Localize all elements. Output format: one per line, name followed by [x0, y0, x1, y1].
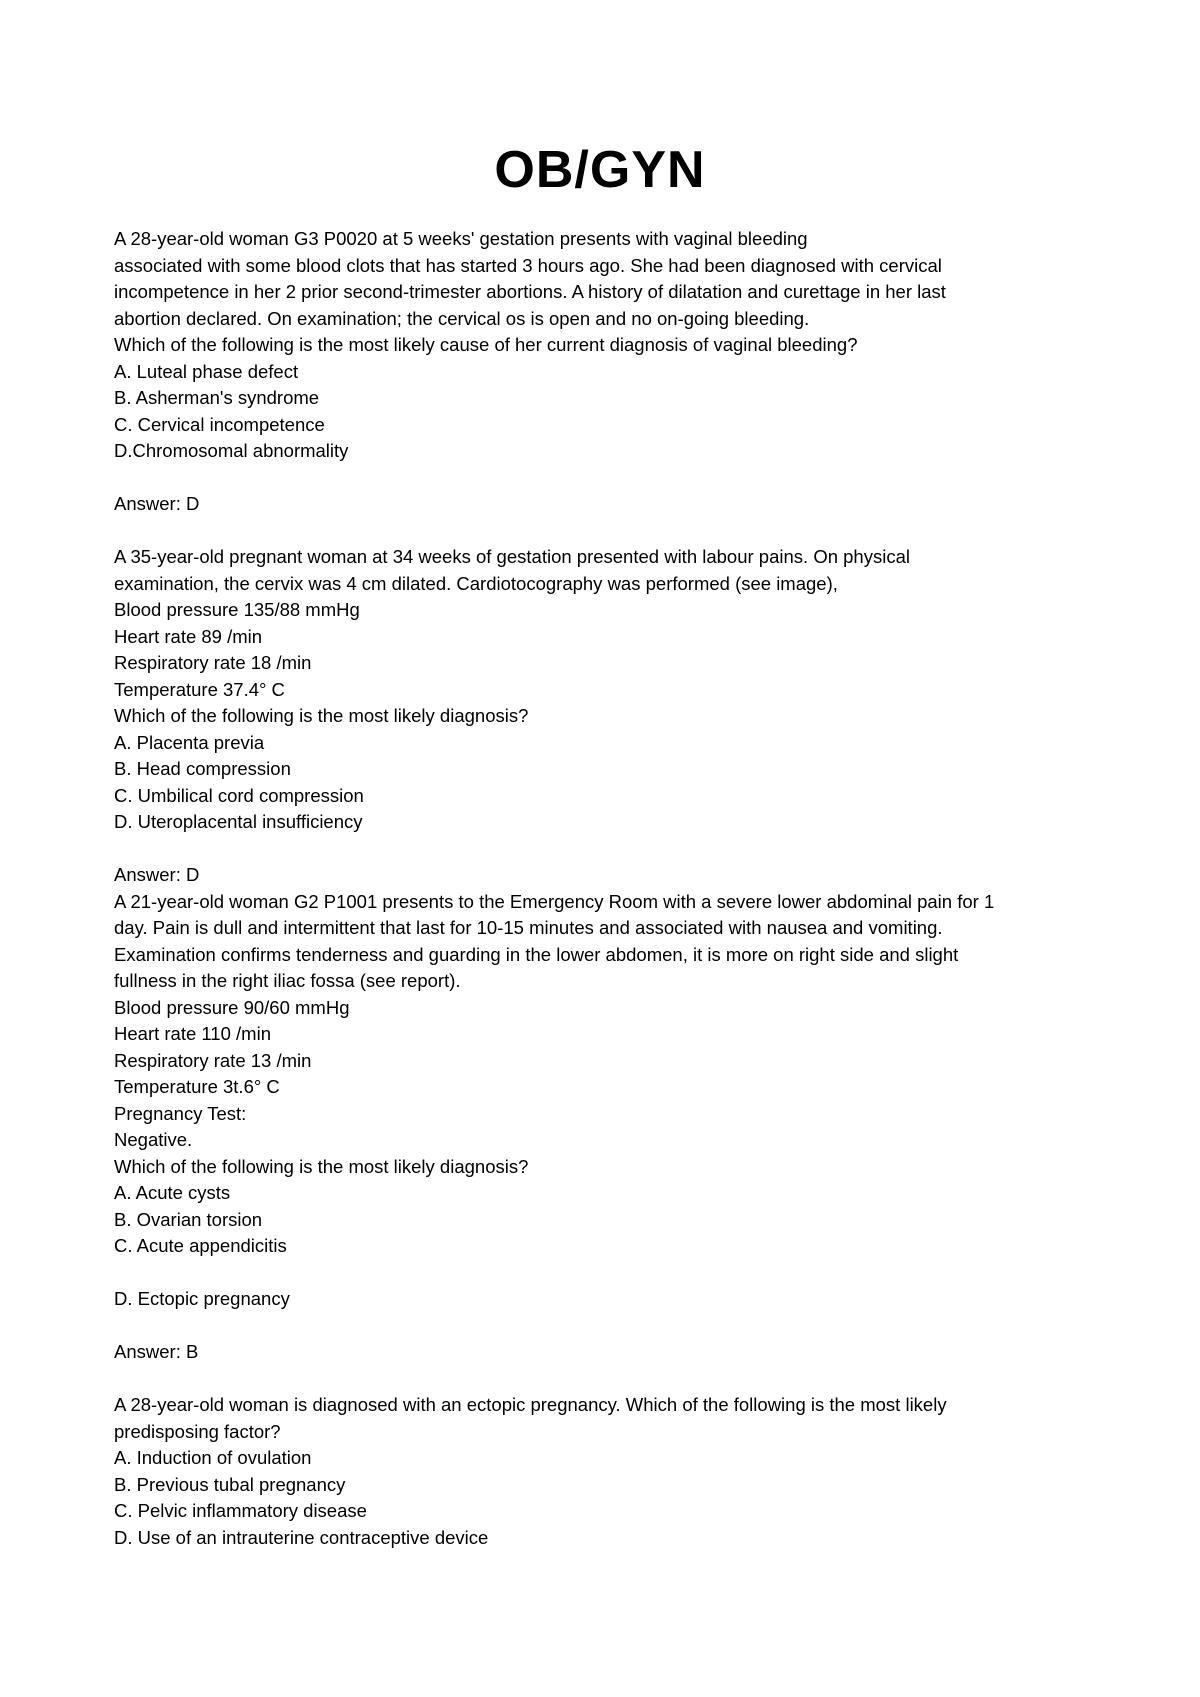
page-title: OB/GYN [494, 141, 706, 199]
text-line: C. Pelvic inflammatory disease [114, 1500, 367, 1521]
text-line: Negative. [114, 1129, 193, 1150]
blank-line [114, 1260, 1114, 1287]
text-line: associated with some blood clots that has started 3 hours ago. She had been diagnosed with cervical [114, 254, 942, 276]
text-line: A 21-year-old woman G2 P1001 presents to the Emergency Room with a severe lower abdominal pain for 1 [114, 890, 995, 912]
text-line: C. Cervical incompetence [114, 413, 325, 435]
text-line: Respiratory rate 18 /min [114, 652, 312, 673]
text-line: Answer: B [114, 1341, 199, 1362]
text-line: fullness in the right iliac fossa (see report). [114, 970, 461, 991]
blank-line [114, 465, 1114, 492]
text-line: Heart rate 110 /min [114, 1023, 271, 1044]
text-line: D.Chromosomal abnormality [114, 440, 349, 461]
text-line: Pregnancy Test: [114, 1102, 247, 1124]
text-line: A 28-year-old woman is diagnosed with an ectopic pregnancy. Which of the following is the most likely [114, 1394, 947, 1415]
text-line: predisposing factor? [114, 1420, 281, 1442]
text-line: Answer: D [114, 493, 200, 514]
text-line: Temperature 37.4° C [114, 678, 285, 700]
text-line: incompetence in her 2 prior second-trimester abortions. A history of dilatation and curettage in her last [114, 281, 946, 302]
blank-line [114, 1313, 1114, 1340]
document-body [114, 226, 1114, 1551]
text-line: A 35-year-old pregnant woman at 34 weeks of gestation presented with labour pains. On physical [114, 546, 910, 567]
text-line: D. Uteroplacental insufficiency [114, 811, 363, 832]
text-line: C. Umbilical cord compression [114, 784, 364, 806]
text-line: D. Ectopic pregnancy [114, 1288, 290, 1309]
text-line: B. Asherman's syndrome [114, 387, 320, 408]
text-line: Temperature 3t.6° C [114, 1076, 280, 1097]
text-line: B. Previous tubal pregnancy [114, 1473, 346, 1495]
text-line: Blood pressure 135/88 mmHg [114, 599, 360, 620]
blank-line [114, 1366, 1114, 1393]
text-line: Answer: D [114, 864, 200, 885]
text-line: examination, the cervix was 4 cm dilated. Cardiotocography was performed (see image), [114, 572, 838, 594]
text-line: Which of the following is the most likely diagnosis? [114, 1155, 529, 1177]
text-line: D. Use of an intrauterine contraceptive device [114, 1526, 489, 1548]
text-line: Heart rate 89 /min [114, 625, 263, 647]
text-line: A. Induction of ovulation [114, 1447, 312, 1468]
text-line: A. Placenta previa [114, 731, 265, 753]
text-line: A. Luteal phase defect [114, 360, 299, 382]
text-line: abortion declared. On examination; the cervical os is open and no on-going bleeding. [114, 307, 810, 329]
text-line: A. Acute cysts [114, 1182, 231, 1203]
text-line: Blood pressure 90/60 mmHg [114, 996, 350, 1018]
text-line: B. Head compression [114, 758, 291, 779]
blank-line [114, 518, 1114, 545]
text-line: A 28-year-old woman G3 P0020 at 5 weeks' gestation presents with vaginal bleeding [114, 228, 808, 249]
text-line: Which of the following is the most likely cause of her current diagnosis of vaginal bleeding? [114, 334, 858, 355]
text-line: Examination confirms tenderness and guarding in the lower abdomen, it is more on right side and slight [114, 943, 959, 965]
text-line: Which of the following is the most likely diagnosis? [114, 705, 529, 726]
blank-line [114, 836, 1114, 863]
text-line: day. Pain is dull and intermittent that last for 10-15 minutes and associated with nausea and vomiting. [114, 917, 943, 938]
text-line: B. Ovarian torsion [114, 1208, 263, 1230]
text-line: C. Acute appendicitis [114, 1235, 287, 1256]
text-line: Respiratory rate 13 /min [114, 1049, 312, 1071]
